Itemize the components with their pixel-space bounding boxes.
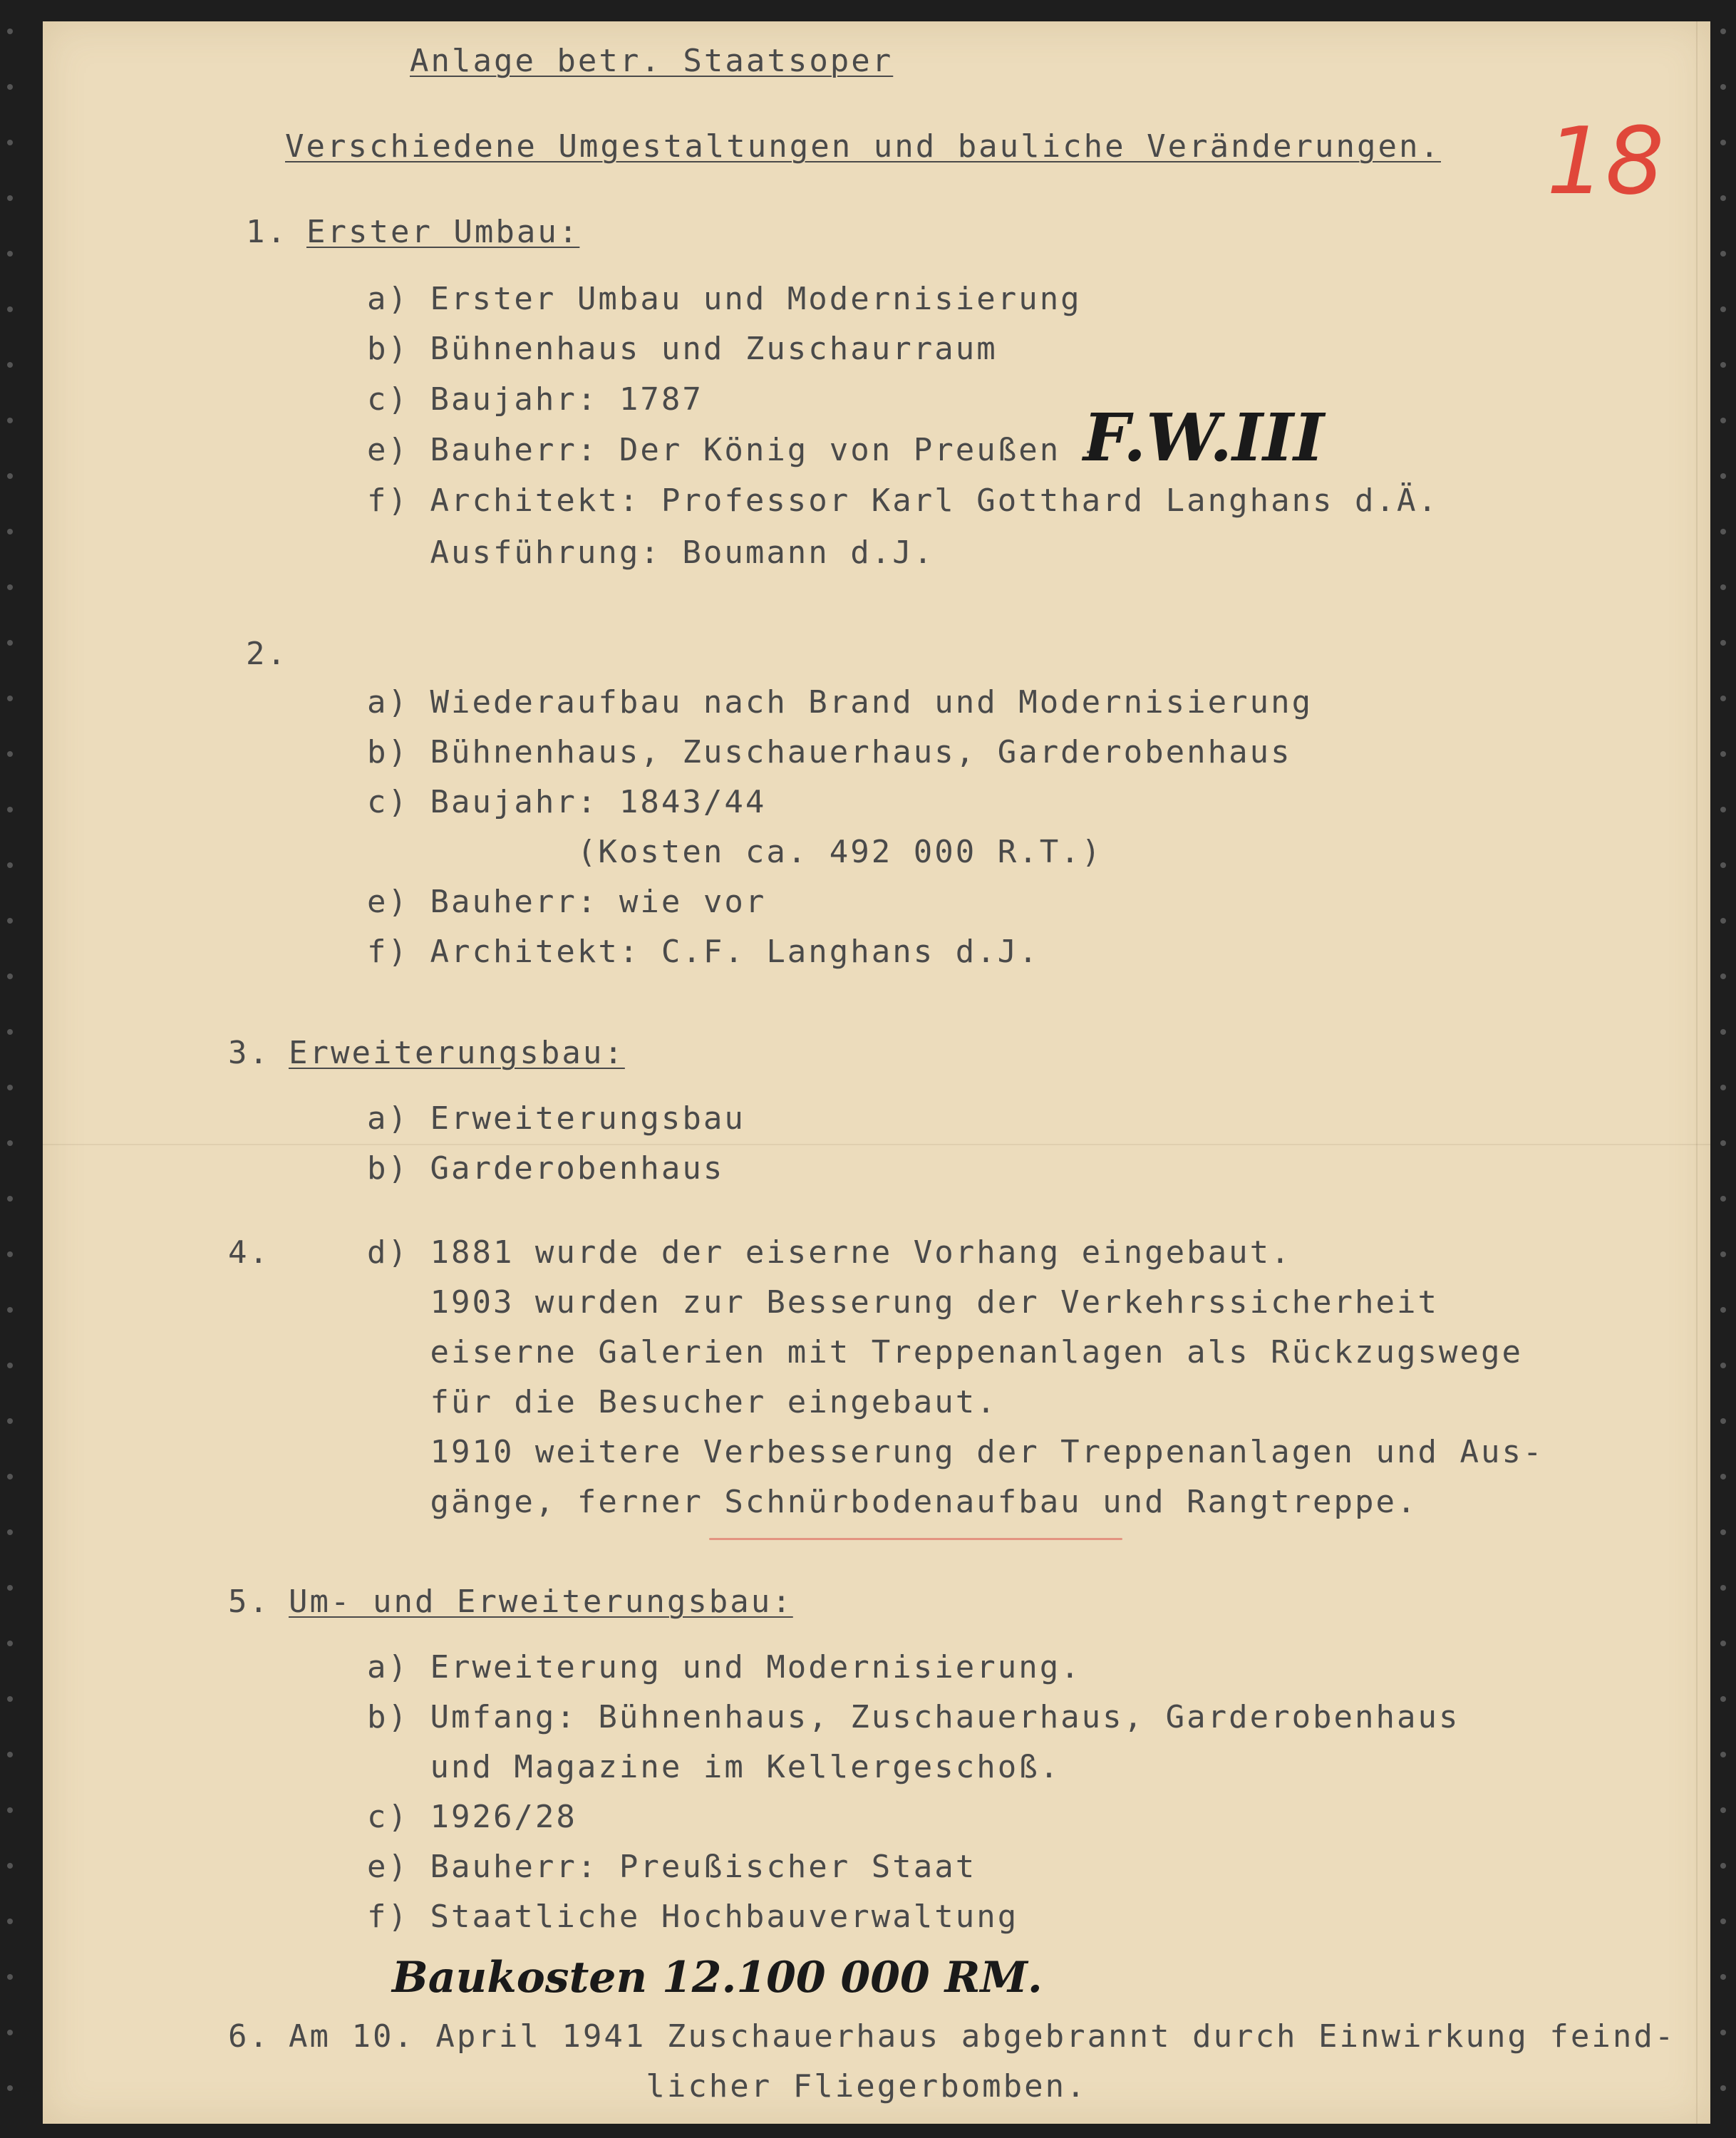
section-1-line-ausfuehrung: Ausführung: Boumann d.J.	[367, 534, 935, 571]
punch-hole	[1720, 1585, 1726, 1591]
punch-hole	[7, 251, 13, 257]
punch-hole	[7, 1807, 13, 1813]
section-1-line-c: c) Baujahr: 1787	[367, 381, 703, 418]
punch-hole	[1720, 306, 1726, 312]
section-2-line-e: e) Bauherr: wie vor	[367, 884, 767, 920]
section-5-line-f: f) Staatliche Hochbauverwaltung	[367, 1899, 1019, 1935]
punch-hole	[1720, 974, 1726, 979]
punch-hole	[1720, 862, 1726, 868]
punch-holes-right	[1720, 0, 1730, 2138]
punch-hole	[1720, 1974, 1726, 1980]
section-3-line-b: b) Garderobenhaus	[367, 1150, 725, 1187]
section-1-number: 1.	[246, 214, 288, 250]
punch-hole	[1720, 1418, 1726, 1424]
section-4-line-6: gänge, ferner Schnürbodenaufbau und Rangtreppe.	[367, 1484, 1418, 1520]
punch-hole	[1720, 696, 1726, 701]
punch-hole	[7, 696, 13, 701]
punch-hole	[7, 1474, 13, 1479]
section-1-line-a: a) Erster Umbau und Modernisierung	[367, 281, 1082, 317]
section-2-line-f: f) Architekt: C.F. Langhans d.J.	[367, 934, 1040, 970]
section-3-number: 3.	[228, 1035, 270, 1071]
section-5-line-magazine: und Magazine im Kellergeschoß.	[367, 1749, 1061, 1785]
punch-hole	[7, 1696, 13, 1702]
section-6-line-1: Am 10. April 1941 Zuschauerhaus abgebrannt durch Einwirkung feind-	[289, 2018, 1676, 2055]
section-1-line-b: b) Bühnenhaus und Zuschaurraum	[367, 331, 998, 367]
punch-hole	[7, 1196, 13, 1202]
section-5-line-e: e) Bauherr: Preußischer Staat	[367, 1849, 977, 1885]
section-5-line-a: a) Erweiterung und Modernisierung.	[367, 1649, 1082, 1685]
punch-hole	[1720, 1863, 1726, 1869]
section-4-line-3: eiserne Galerien mit Treppenanlagen als Rückzugswege	[367, 1334, 1523, 1370]
paper-fold-vertical	[1696, 21, 1698, 2124]
punch-hole	[7, 84, 13, 90]
punch-hole	[7, 1918, 13, 1924]
punch-hole	[1720, 29, 1726, 34]
section-1-handwritten-note: F.W.III	[1083, 399, 1325, 476]
punch-hole	[1720, 251, 1726, 257]
punch-hole	[7, 195, 13, 201]
punch-hole	[7, 1863, 13, 1869]
punch-hole	[7, 1085, 13, 1090]
punch-hole	[7, 1529, 13, 1535]
punch-hole	[1720, 1807, 1726, 1813]
punch-hole	[7, 1307, 13, 1313]
punch-hole	[1720, 195, 1726, 201]
punch-hole	[1720, 1085, 1726, 1090]
punch-hole	[1720, 529, 1726, 534]
section-1-line-f: f) Architekt: Professor Karl Gotthard Langhans d.Ä.	[367, 482, 1440, 519]
punch-hole	[1720, 140, 1726, 145]
punch-hole	[1720, 362, 1726, 368]
punch-hole	[7, 807, 13, 812]
punch-hole	[1720, 807, 1726, 812]
paper-fold-horizontal	[43, 1144, 1710, 1145]
section-4-line-1: d) 1881 wurde der eiserne Vorhang eingebaut.	[367, 1234, 1292, 1271]
punch-holes-left	[7, 0, 17, 2138]
punch-hole	[7, 1251, 13, 1257]
punch-hole	[7, 2085, 13, 2091]
punch-hole	[7, 29, 13, 34]
punch-hole	[1720, 1752, 1726, 1757]
section-2-line-a: a) Wiederaufbau nach Brand und Modernisierung	[367, 684, 1313, 721]
punch-hole	[7, 584, 13, 590]
punch-hole	[7, 862, 13, 868]
punch-hole	[7, 1641, 13, 1646]
punch-hole	[7, 362, 13, 368]
section-3-line-a: a) Erweiterungsbau	[367, 1100, 745, 1137]
section-5-line-c: c) 1926/28	[367, 1799, 577, 1835]
section-4-line-4: für die Besucher eingebaut.	[367, 1384, 998, 1420]
section-2-line-b: b) Bühnenhaus, Zuschauerhaus, Garderobenhaus	[367, 734, 1292, 770]
document-title: Anlage betr. Staatsoper	[410, 43, 894, 79]
section-5-line-b: b) Umfang: Bühnenhaus, Zuschauerhaus, Garderobenhaus	[367, 1699, 1460, 1735]
punch-hole	[7, 2030, 13, 2035]
punch-hole	[1720, 1918, 1726, 1924]
section-5-heading: Um- und Erweiterungsbau:	[289, 1584, 793, 1620]
section-4-line-2: 1903 wurden zur Besserung der Verkehrssicherheit	[367, 1284, 1440, 1321]
punch-hole	[7, 529, 13, 534]
punch-hole	[1720, 1363, 1726, 1368]
punch-hole	[1720, 473, 1726, 479]
punch-hole	[1720, 1307, 1726, 1313]
section-2-line-kosten: (Kosten ca. 492 000 R.T.)	[367, 834, 1103, 870]
punch-hole	[7, 751, 13, 757]
punch-hole	[1720, 2085, 1726, 2091]
punch-hole	[7, 140, 13, 145]
section-2-number: 2.	[246, 636, 288, 672]
punch-hole	[1720, 1251, 1726, 1257]
section-4-line-5: 1910 weitere Verbesserung der Treppenanlagen und Aus-	[367, 1434, 1544, 1470]
punch-hole	[1720, 1641, 1726, 1646]
punch-hole	[1720, 2030, 1726, 2035]
section-1-line-e: e) Bauherr: Der König von Preußen -	[367, 432, 1103, 468]
punch-hole	[7, 1752, 13, 1757]
punch-hole	[1720, 1474, 1726, 1479]
punch-hole	[1720, 751, 1726, 757]
punch-hole	[1720, 1029, 1726, 1035]
punch-hole	[1720, 1529, 1726, 1535]
punch-hole	[1720, 1140, 1726, 1146]
punch-hole	[1720, 640, 1726, 646]
red-underline-mark	[709, 1538, 1122, 1540]
section-4-number: 4.	[228, 1234, 270, 1271]
section-3-heading: Erweiterungsbau:	[289, 1035, 625, 1071]
page-number-handwritten: 18	[1546, 107, 1665, 215]
punch-hole	[1720, 418, 1726, 423]
punch-hole	[7, 918, 13, 924]
punch-hole	[1720, 918, 1726, 924]
punch-hole	[7, 1140, 13, 1146]
section-6-number: 6.	[228, 2018, 270, 2055]
section-6-line-2: licher Fliegerbomben.	[289, 2068, 1087, 2105]
punch-hole	[1720, 84, 1726, 90]
punch-hole	[1720, 1696, 1726, 1702]
punch-hole	[7, 974, 13, 979]
document-subtitle: Verschiedene Umgestaltungen und bauliche Veränderungen.	[285, 128, 1441, 165]
section-2-line-c: c) Baujahr: 1843/44	[367, 784, 767, 820]
punch-hole	[7, 473, 13, 479]
section-5-number: 5.	[228, 1584, 270, 1620]
punch-hole	[1720, 1196, 1726, 1202]
section-1-heading: Erster Umbau:	[306, 214, 580, 250]
punch-hole	[1720, 584, 1726, 590]
punch-hole	[7, 1585, 13, 1591]
section-5-handwritten-costs: Baukosten 12.100 000 RM.	[392, 1953, 1043, 2003]
document-page	[43, 21, 1710, 2124]
punch-hole	[7, 640, 13, 646]
punch-hole	[7, 1418, 13, 1424]
punch-hole	[7, 418, 13, 423]
punch-hole	[7, 1363, 13, 1368]
punch-hole	[7, 1974, 13, 1980]
punch-hole	[7, 1029, 13, 1035]
punch-hole	[7, 306, 13, 312]
